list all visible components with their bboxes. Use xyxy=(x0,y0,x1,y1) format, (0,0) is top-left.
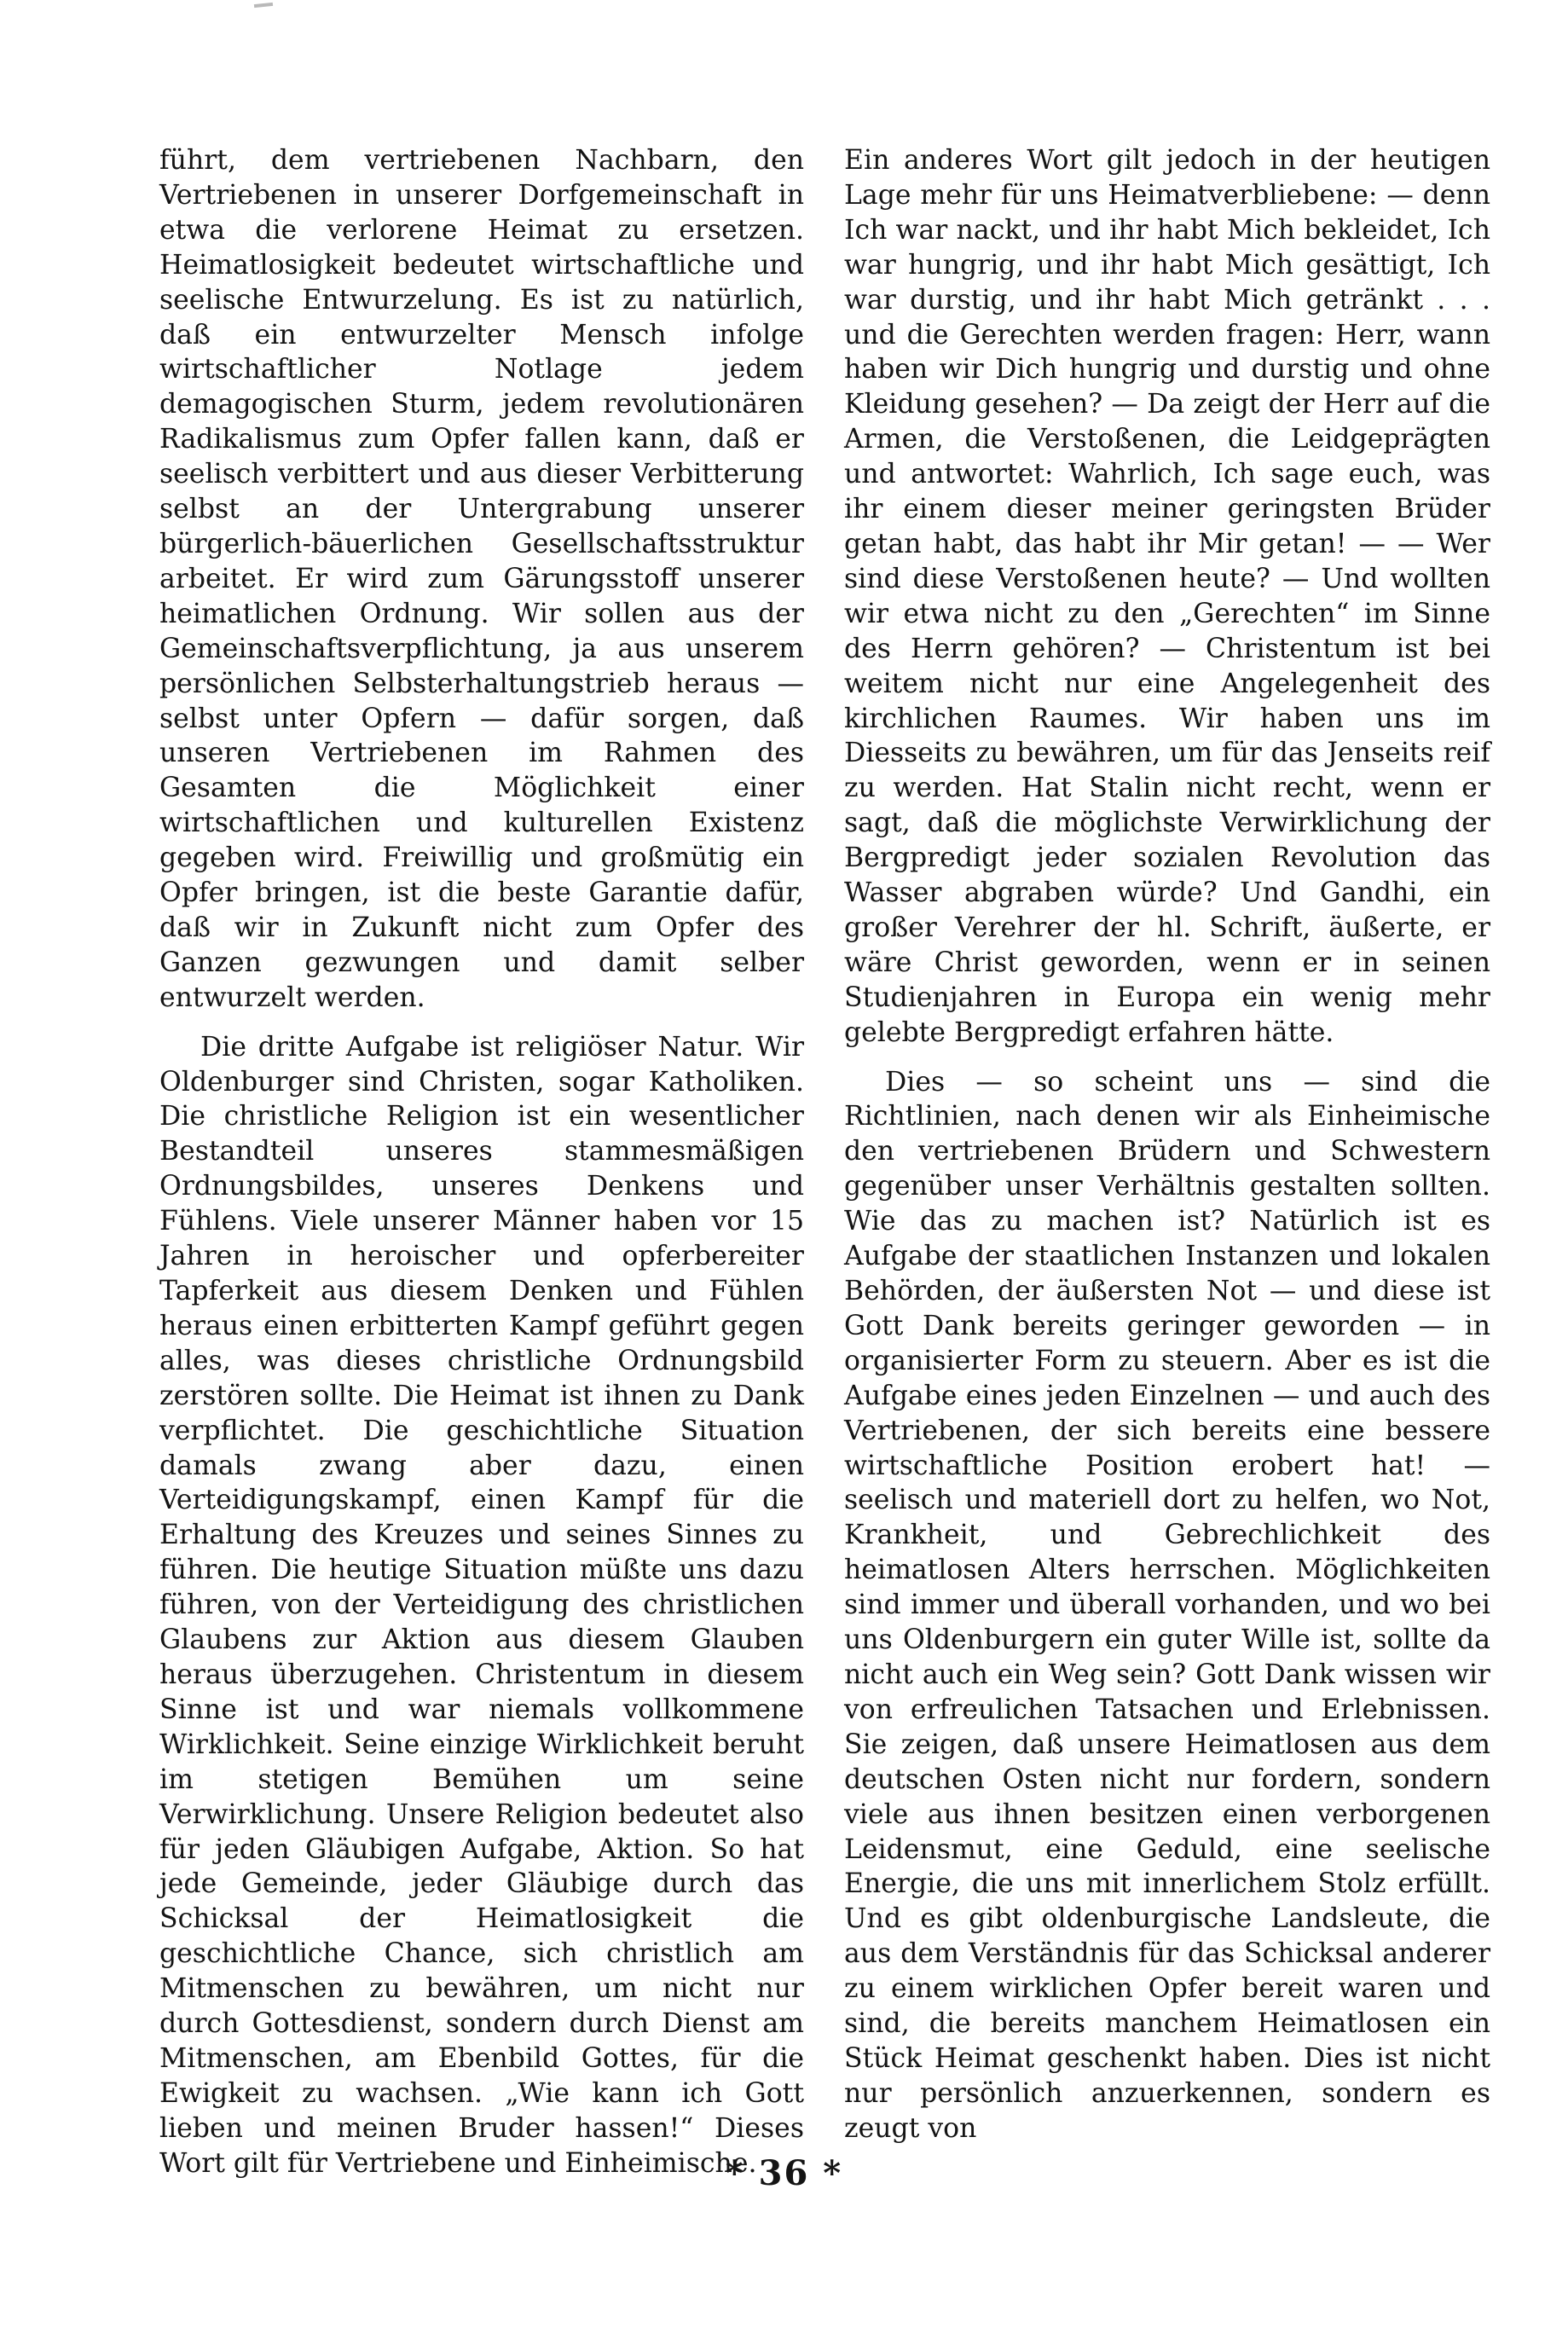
page-number: * 36 * xyxy=(725,2153,843,2193)
scan-mark xyxy=(254,3,273,8)
paragraph: Dies — so scheint uns — sind die Richtlinien, nach denen wir als Einheimische den vertriebenen Brüdern und Schwestern gegenüber unser Verhältnis gestalten sollten. Wie das zu machen ist? Natürlich ist es Aufgabe der staatlichen Instanzen und lokalen Behörden, der äußersten Not — und diese ist Gott Dank bereits geringer geworden — in organisierter Form zu steuern. Aber es ist die Aufgabe eines jeden Einzelnen — und auch des Vertriebenen, der sich bereits eine bessere wirtschaftliche Position erobert hat! — seelisch und materiell dort zu helfen, wo Not, Krankheit, und Gebrechlichkeit des heimatlosen Alters herrschen. Möglichkeiten sind immer und überall vorhanden, und wo bei uns Oldenburgern ein guter Wille ist, sollte da nicht auch ein Weg sein? Gott Dank wissen wir von erfreulichen Tatsachen und Erlebnissen. Sie zeigen, daß unsere Heimatlosen aus dem deutschen Osten nicht nur fordern, sondern viele aus ihnen besitzen einen verborgenen Leidensmut, eine Geduld, eine seelische Energie, die uns mit innerlichem Stolz erfüllt. Und es gibt oldenburgische Landsleute, die aus dem Verständnis für das Schicksal anderer zu einem wirklichen Opfer bereit waren und sind, die bereits manchem Heimatlosen ein Stück Heimat geschenkt haben. Dies ist nicht nur persönlich anzuerkennen, sondern es zeugt von xyxy=(844,1066,1490,2144)
left-text-column xyxy=(159,143,804,2181)
paragraph: Die dritte Aufgabe ist religiöser Natur. Wir Oldenburger sind Christen, sogar Katholiken. Die christliche Religion ist ein wesentlicher Bestandteil unseres stammesmäßigen Ordnungsbildes, unseres Denkens und Fühlens. Viele unserer Männer haben vor 15 Jahren in heroischer und opferbereiter Tapferkeit aus diesem Denken und Fühlen heraus einen erbitterten Kampf geführt gegen alles, was dieses christliche Ordnungsbild zerstören sollte. Die Heimat ist ihnen zu Dank verpflichtet. Die geschichtliche Situation damals zwang aber dazu, einen Verteidigungskampf, einen Kampf für die Erhaltung des Kreuzes und seines Sinnes zu führen. Die heutige Situation müßte uns dazu führen, von der Verteidigung des christlichen Glaubens zur Aktion aus diesem Glauben heraus überzugehen. Christentum in diesem Sinne ist und war niemals vollkommene Wirklichkeit. Seine einzige Wirklichkeit beruht im stetigen Bemühen um seine Verwirklichung. Unsere Religion bedeutet also für jeden Gläubigen Aufgabe, Aktion. So hat jede Gemeinde, jeder Gläubige durch das Schicksal der Heimatlosigkeit die geschichtliche Chance, sich christlich am Mitmenschen zu bewähren, um nicht nur durch Gottesdienst, sondern durch Dienst am Mitmenschen, am Ebenbild Gottes, für die Ewigkeit zu wachsen. „Wie kann ich Gott lieben und meinen Bruder hassen!“ Dieses Wort gilt für Vertriebene und Einheimische. xyxy=(159,1031,804,2179)
paragraph: Ein anderes Wort gilt jedoch in der heutigen Lage mehr für uns Heimatverbliebene: — denn Ich war nackt, und ihr habt Mich bekleidet, Ich war hungrig, und ihr habt Mich gesättigt, Ich war durstig, und ihr habt Mich getränkt . . . und die Gerechten werden fragen: Herr, wann haben wir Dich hungrig und durstig und ohne Kleidung gesehen? — Da zeigt der Herr auf die Armen, die Verstoßenen, die Leidgeprägten und antwortet: Wahrlich, Ich sage euch, was ihr einem dieser meiner geringsten Brüder getan habt, das habt ihr Mir getan! — — Wer sind diese Verstoßenen heute? — Und wollten wir etwa nicht zu den „Gerechten“ im Sinne des Herrn gehören? — Christentum ist bei weitem nicht nur eine Angelegenheit des kirchlichen Raumes. Wir haben uns im Diesseits zu bewähren, um für das Jenseits reif zu werden. Hat Stalin nicht recht, wenn er sagt, daß die möglichste Verwirklichung der Bergpredigt jeder sozialen Revolution das Wasser abgraben würde? Und Gandhi, ein großer Verehrer der hl. Schrift, äußerte, er wäre Christ geworden, wenn er in seinen Studienjahren in Europa ein wenig mehr gelebte Bergpredigt erfahren hätte. xyxy=(844,145,1490,1048)
right-text-column xyxy=(844,143,1490,2146)
paragraph: führt, dem vertriebenen Nachbarn, den Vertriebenen in unserer Dorfgemeinschaft in etwa die verlorene Heimat zu ersetzen. Heimatlosigkeit bedeutet wirtschaftliche und seelische Entwurzelung. Es ist zu natürlich, daß ein entwurzelter Mensch infolge wirtschaftlicher Notlage jedem demagogischen Sturm, jedem revolutionären Radikalismus zum Opfer fallen kann, daß er seelisch verbittert und aus dieser Verbitterung selbst an der Untergrabung unserer bürgerlich-bäuerlichen Gesellschaftsstruktur arbeitet. Er wird zum Gärungsstoff unserer heimatlichen Ordnung. Wir sollen aus der Gemeinschaftsverpflichtung, ja aus unserem persönlichen Selbsterhaltungstrieb heraus — selbst unter Opfern — dafür sorgen, daß unseren Vertriebenen im Rahmen des Gesamten die Möglichkeit einer wirtschaftlichen und kulturellen Existenz gegeben wird. Freiwillig und großmütig ein Opfer bringen, ist die beste Garantie dafür, daß wir in Zukunft nicht zum Opfer des Ganzen gezwungen und damit selber entwurzelt werden. xyxy=(159,145,804,1013)
